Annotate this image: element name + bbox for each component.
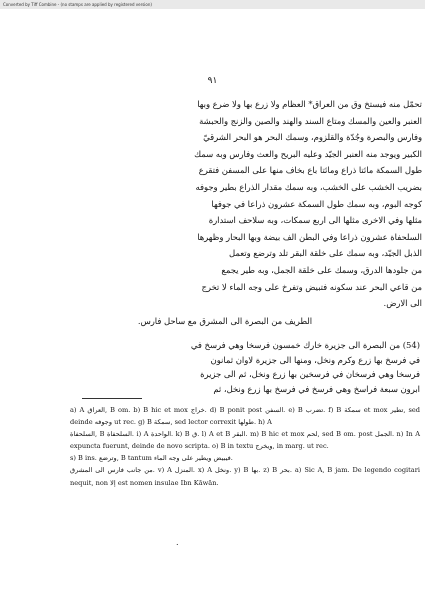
text-line: من جلودها الدرق، وسمك على خلقة الجمل، وبه طير يجمع — [221, 264, 422, 275]
text-line: تحمّل منه فيستخ وق من العراق* العظام ولا زرع بها ولا ضرع وبها — [197, 99, 422, 109]
text-line: طول السمكة مائتا ذراع ومائتا باع بخاف منها على المسفن فتقرع — [198, 165, 422, 176]
footnote: من جانب فارس الى المشرق. v) A المنزل. x) A ونخل. y) B بها. z) B بحر. a) Sic A, B jam. De legendo cogitari nequit, non إلا est nomen insulae Ibn Kāwān. — [70, 466, 421, 487]
footnote-divider — [82, 398, 142, 399]
text-line: مثلها وفي الاخرى مثلها الى اربع سمكات، وبه سلاحف استدارة — [208, 215, 422, 226]
converter-banner: Converted by Tiff Combine - (no stamps are applied by registered version) — [0, 0, 425, 9]
text-line: الكبير ويوجد منه العنبر الجيّد وعليه البريح والعث وفارس وبه سمك — [194, 148, 422, 159]
text-line: (54) من البصرة الى جزيرة خارك خمسون فرسخا وهي فرسخ في — [190, 340, 420, 350]
second-paragraph — [66, 338, 420, 397]
section-heading: الطريف من البصرة الى المشرق مع ساحل فارس. — [137, 316, 313, 326]
text-line: الذبل الجيّد، وبه سمك على خلقة البقر تلد وترضع وتعمل — [229, 248, 422, 259]
bottom-mark: . — [176, 538, 179, 547]
text-line: العنبر والعين والمسك ومتاع السند والهند والصين والزنج والحبشة — [199, 115, 422, 126]
footnote: a) A العراق, B om. b) B hic et mox خراج. d) B ponit post السفن. e) B تضرب. f) B سمكة et mox تطير, sed deinde وجوفه ut rec. g) B سمكة, sed lector correxit طولها. h) A — [70, 406, 420, 427]
text-line: فرسخا وهي فرسخان في فرسخين بها زرع ونخل، ثم الى جزيرة — [200, 369, 420, 380]
text-line: من قاعي البحر عند سكونه فتبيض وتفرخ على وجه الماء لا تخرج — [201, 281, 422, 292]
text-line: وفارس والبصرة وجُدّة والقلزوم، وسمك البحر هو البحر الشرقيّ — [203, 132, 422, 143]
text-line: بضريب الخشب على الخشب، وبه سمك مقدار الذراع بطير وجوفه — [195, 181, 422, 192]
text-line: ابرون سبعة فراسخ وهي فرسخ في فرسخ بها زرع ونخل، ثم — [213, 384, 420, 395]
text-line: السلحفاة عشرون ذراعا وفي البطن الف بيضة وبها البحار وظهرها — [197, 231, 422, 242]
footnotes — [70, 404, 420, 489]
page-number: ٩١ — [207, 76, 218, 86]
main-arabic-text — [72, 96, 422, 312]
footnote: السلحفاة, B السلحفاة. i) A الواحدة. k) B ق. l) A et B البقر. m) B hic et mox لحم, sed B om. post الجمل. n) In A expuncta fuerunt, deinde de novo scripta. o) B in textu ويخرج, in marg. ut rec. — [70, 430, 420, 451]
footnote: s) B ins. وترضع, B tantum فيبيض ويطير على وجه الماء. — [70, 454, 233, 463]
text-line: كوجه البوم، وبه سمك طول السمكة عشرون ذراعا في جوفها — [211, 198, 422, 209]
text-line: في فرسخ بها زرع وكرم ونخل، ومنها الى جزيرة لاوان ثمانون — [210, 354, 420, 365]
text-line: الى الارض. — [383, 298, 422, 309]
